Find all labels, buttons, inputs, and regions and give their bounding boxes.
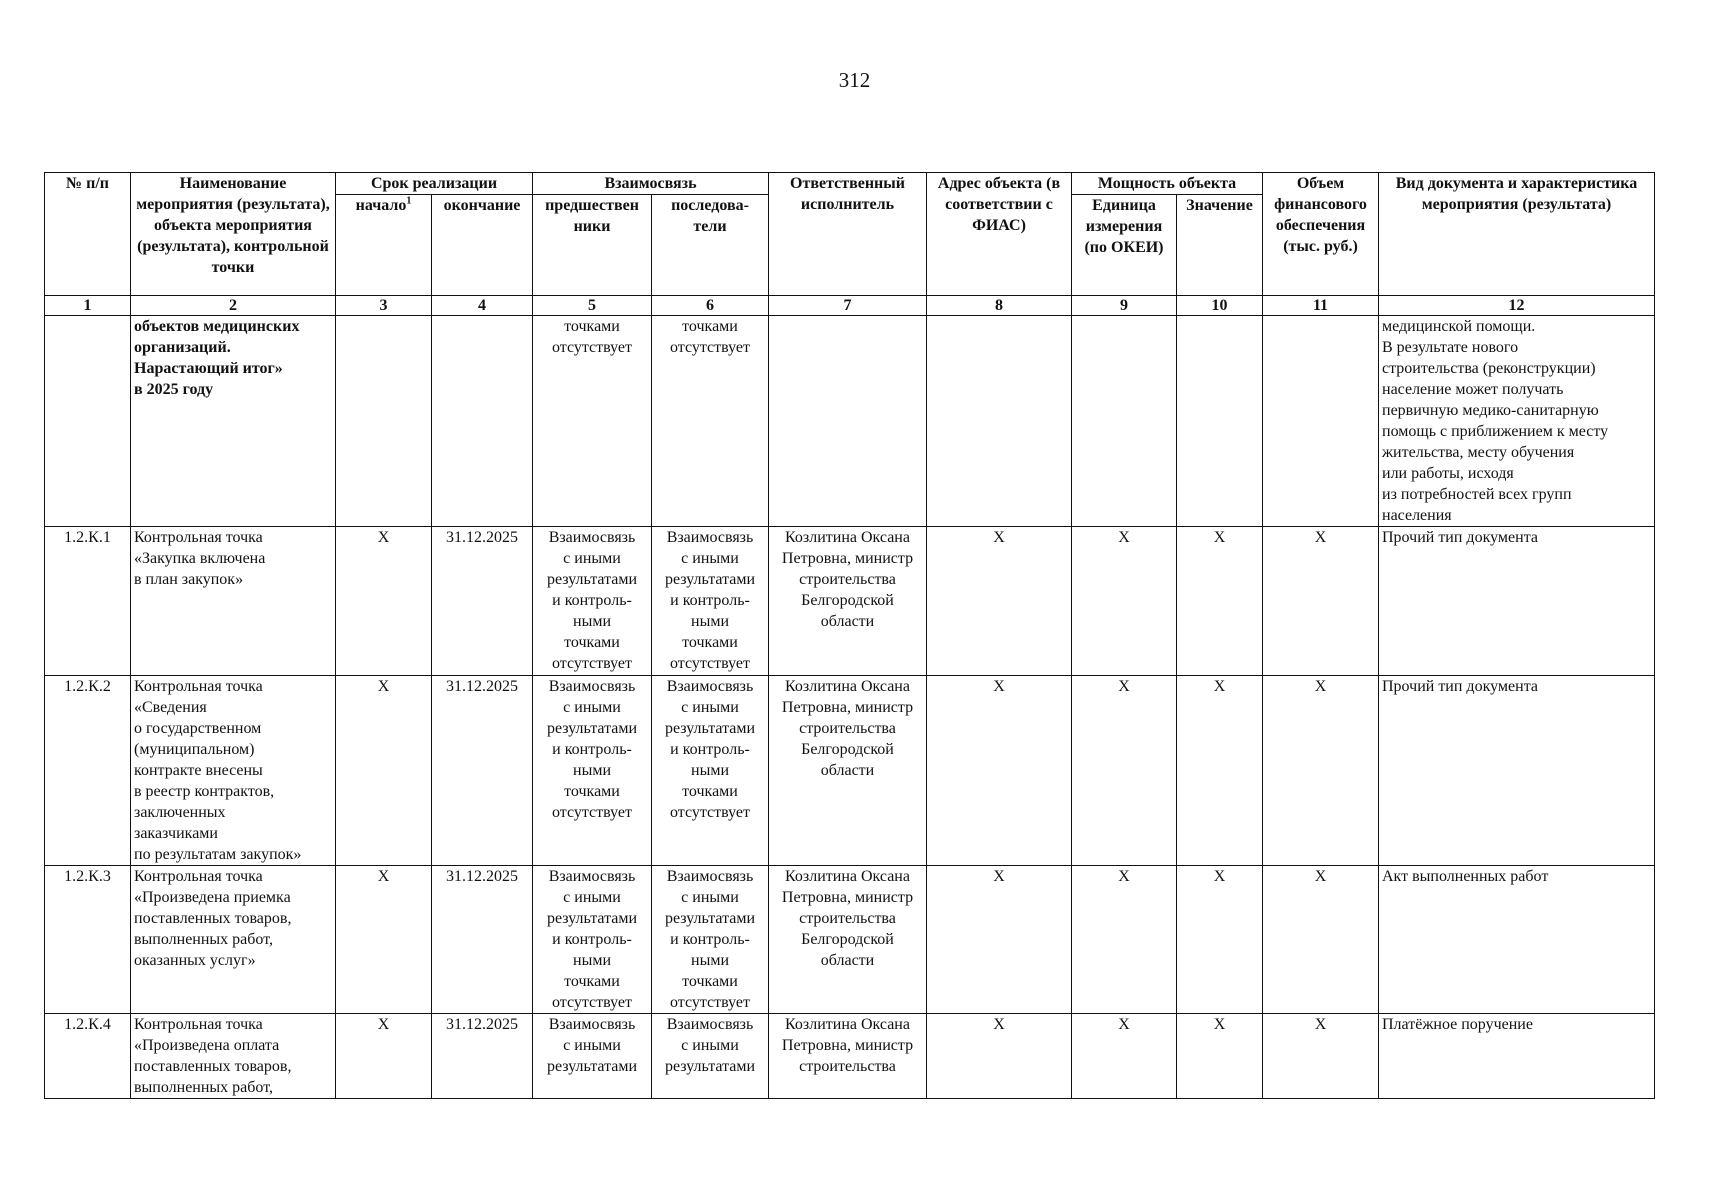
cell-name: Контрольная точка «Произведена оплата поставленных товаров, выполненных работ,	[131, 1014, 336, 1099]
header-capacity: Мощность объекта	[1072, 173, 1263, 195]
cell-end	[432, 316, 533, 527]
header-finance: Объем финансового обеспечения (тыс. руб.)	[1263, 173, 1379, 296]
header-name: Наименование мероприятия (результата), объекта мероприятия (результата), контрольной точки	[131, 173, 336, 296]
header-unit: Единица измерения (по ОКЕИ)	[1072, 195, 1177, 296]
cell-start: X	[336, 676, 432, 866]
header-start-label: начало	[355, 197, 407, 214]
column-number: 9	[1072, 296, 1177, 316]
cell-num: 1.2.К.3	[45, 866, 131, 1014]
cell-responsible	[769, 316, 927, 527]
cell-address: X	[927, 676, 1072, 866]
header-document: Вид документа и характеристика мероприятия (результата)	[1379, 173, 1655, 296]
header-address: Адрес объекта (в соответствии с ФИАС)	[927, 173, 1072, 296]
activities-table	[44, 172, 1655, 1099]
cell-value	[1177, 316, 1263, 527]
cell-responsible: Козлитина Оксана Петровна, министр строительства	[769, 1014, 927, 1099]
table-row	[45, 316, 1655, 527]
cell-unit	[1072, 316, 1177, 527]
cell-predecessors: Взаимосвязь с иными результатами и контроль- ными точками отсутствует	[533, 527, 652, 676]
column-number: 2	[131, 296, 336, 316]
table-row	[45, 676, 1655, 866]
table-row	[45, 866, 1655, 1014]
cell-finance: X	[1263, 1014, 1379, 1099]
header-relation: Взаимосвязь	[533, 173, 769, 195]
header-term: Срок реализации	[336, 173, 533, 195]
cell-end: 31.12.2025	[432, 866, 533, 1014]
cell-finance: X	[1263, 866, 1379, 1014]
table-row	[45, 527, 1655, 676]
cell-num: 1.2.К.1	[45, 527, 131, 676]
column-number: 4	[432, 296, 533, 316]
cell-address	[927, 316, 1072, 527]
cell-name: Контрольная точка «Произведена приемка поставленных товаров, выполненных работ, оказанных услуг»	[131, 866, 336, 1014]
column-number: 3	[336, 296, 432, 316]
cell-start: X	[336, 1014, 432, 1099]
cell-predecessors: точками отсутствует	[533, 316, 652, 527]
cell-end: 31.12.2025	[432, 527, 533, 676]
column-number: 10	[1177, 296, 1263, 316]
cell-successors: Взаимосвязь с иными результатами и контроль- ными точками отсутствует	[652, 527, 769, 676]
column-number: 12	[1379, 296, 1655, 316]
cell-finance	[1263, 316, 1379, 527]
cell-name: Контрольная точка «Закупка включена в план закупок»	[131, 527, 336, 676]
cell-num: 1.2.К.4	[45, 1014, 131, 1099]
cell-finance: X	[1263, 676, 1379, 866]
cell-value: X	[1177, 1014, 1263, 1099]
cell-responsible: Козлитина Оксана Петровна, министр строительства Белгородской области	[769, 676, 927, 866]
column-number: 11	[1263, 296, 1379, 316]
header-start	[336, 195, 432, 296]
cell-end: 31.12.2025	[432, 676, 533, 866]
cell-value: X	[1177, 676, 1263, 866]
cell-predecessors: Взаимосвязь с иными результатами и контроль- ными точками отсутствует	[533, 866, 652, 1014]
cell-unit: X	[1072, 676, 1177, 866]
cell-document: Акт выполненных работ	[1379, 866, 1655, 1014]
cell-start	[336, 316, 432, 527]
cell-responsible: Козлитина Оксана Петровна, министр строительства Белгородской области	[769, 527, 927, 676]
header-successors: последова- тели	[652, 195, 769, 296]
header-num: № п/п	[45, 173, 131, 296]
header-end: окончание	[432, 195, 533, 296]
cell-name: объектов медицинских организаций. Нарастающий итог» в 2025 году	[131, 316, 336, 527]
cell-num	[45, 316, 131, 527]
cell-successors: Взаимосвязь с иными результатами и контроль- ными точками отсутствует	[652, 866, 769, 1014]
cell-end: 31.12.2025	[432, 1014, 533, 1099]
cell-finance: X	[1263, 527, 1379, 676]
cell-successors: Взаимосвязь с иными результатами	[652, 1014, 769, 1099]
cell-address: X	[927, 527, 1072, 676]
column-numbers-row	[45, 296, 1655, 316]
column-number: 8	[927, 296, 1072, 316]
cell-name: Контрольная точка «Сведения о государственном (муниципальном) контракте внесены в реестр контрактов, заключенных заказчиками по результатам закупок»	[131, 676, 336, 866]
column-number: 7	[769, 296, 927, 316]
header-predecessors: предшествен ники	[533, 195, 652, 296]
cell-responsible: Козлитина Оксана Петровна, министр строительства Белгородской области	[769, 866, 927, 1014]
cell-document: Прочий тип документа	[1379, 676, 1655, 866]
cell-document: Прочий тип документа	[1379, 527, 1655, 676]
cell-value: X	[1177, 866, 1263, 1014]
cell-num: 1.2.К.2	[45, 676, 131, 866]
header-value: Значение	[1177, 195, 1263, 296]
cell-predecessors: Взаимосвязь с иными результатами и контроль- ными точками отсутствует	[533, 676, 652, 866]
footnote-marker: 1	[406, 195, 412, 207]
cell-successors: Взаимосвязь с иными результатами и контроль- ными точками отсутствует	[652, 676, 769, 866]
cell-address: X	[927, 866, 1072, 1014]
cell-start: X	[336, 527, 432, 676]
column-number: 5	[533, 296, 652, 316]
cell-predecessors: Взаимосвязь с иными результатами	[533, 1014, 652, 1099]
table-row	[45, 1014, 1655, 1099]
cell-successors: точками отсутствует	[652, 316, 769, 527]
header-responsible: Ответственный исполнитель	[769, 173, 927, 296]
page-number: 312	[838, 68, 871, 92]
cell-unit: X	[1072, 1014, 1177, 1099]
cell-start: X	[336, 866, 432, 1014]
cell-address: X	[927, 1014, 1072, 1099]
column-number: 1	[45, 296, 131, 316]
cell-document: Платёжное поручение	[1379, 1014, 1655, 1099]
header-row-1	[45, 173, 1655, 195]
cell-value: X	[1177, 527, 1263, 676]
cell-document: медицинской помощи. В результате нового строительства (реконструкции) население может получать первичную медико-санитарную помощь с приближением к месту жительства, месту обучения или работы, исходя из потребностей всех групп населения	[1379, 316, 1655, 527]
column-number: 6	[652, 296, 769, 316]
cell-unit: X	[1072, 866, 1177, 1014]
cell-unit: X	[1072, 527, 1177, 676]
